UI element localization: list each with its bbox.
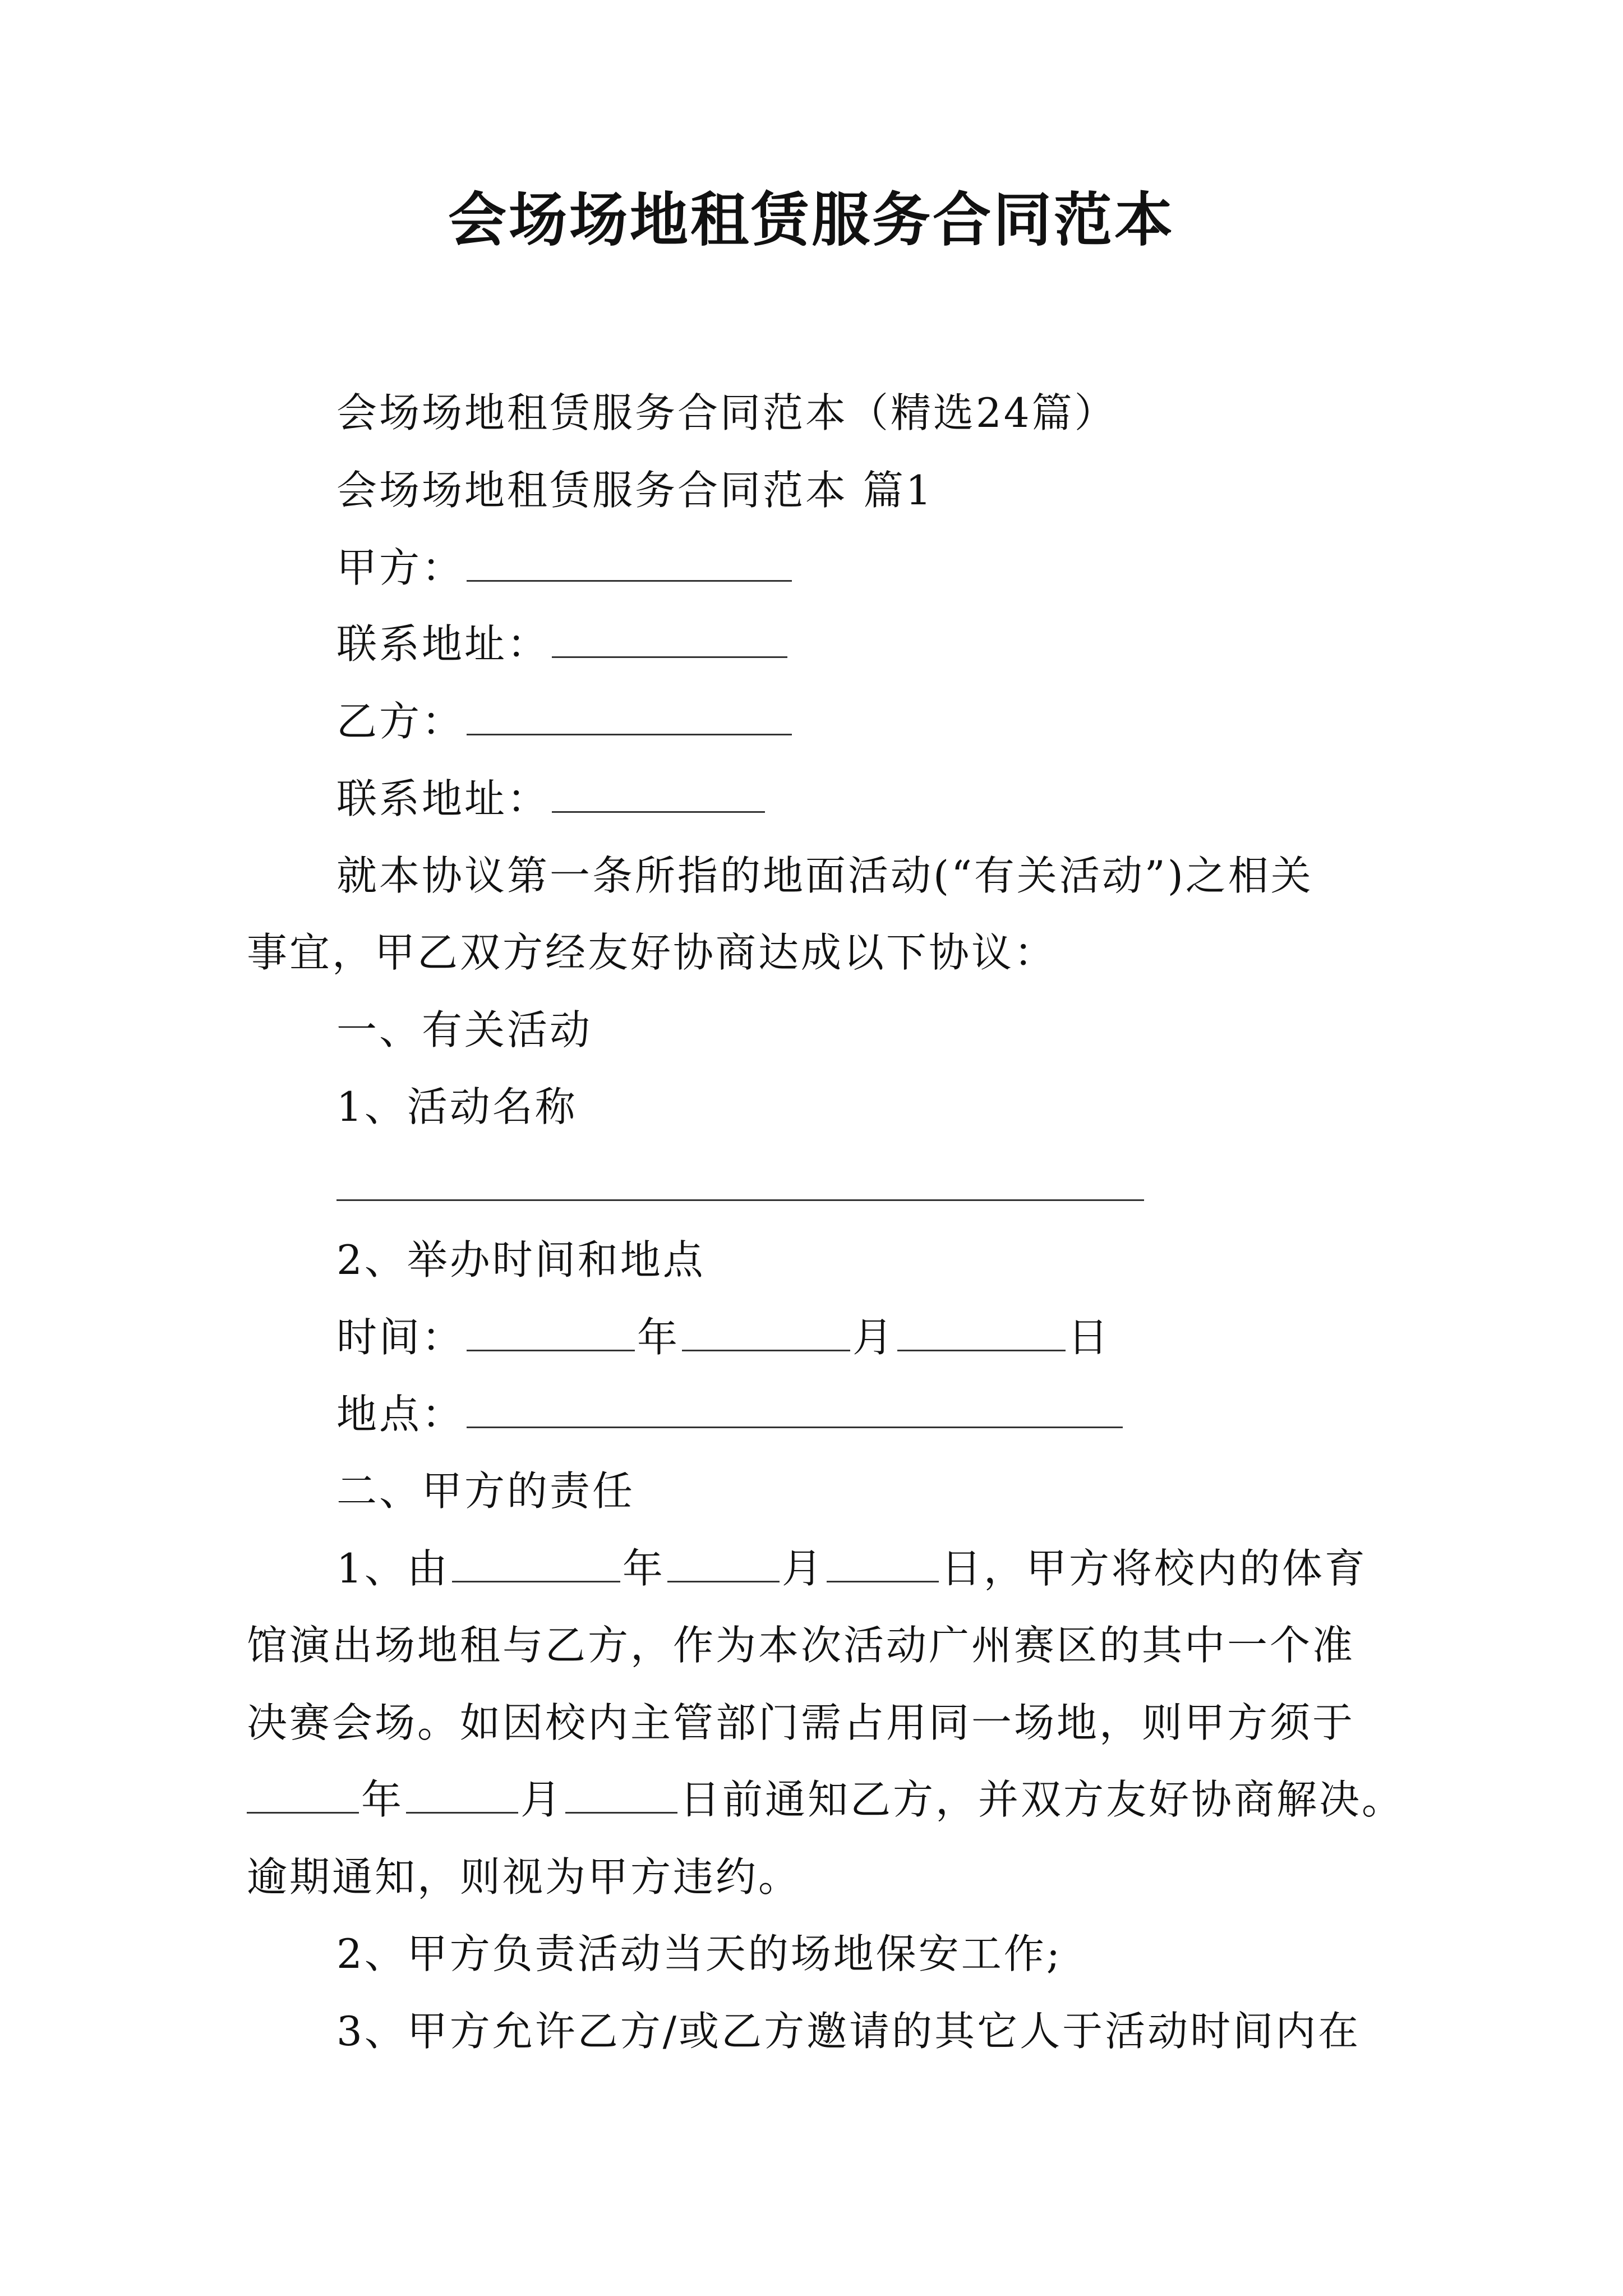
year-text: 年 — [361, 1776, 404, 1823]
time-label: 时间： — [336, 1314, 465, 1361]
party-b-address-line — [336, 775, 767, 822]
year-text: 年 — [622, 1545, 665, 1592]
party-a-blank — [467, 549, 792, 582]
section-2-heading: 二、甲方的责任 — [336, 1467, 635, 1515]
party-b-label: 乙方： — [336, 698, 465, 745]
item-time-place: 2、举办时间和地点 — [336, 1236, 706, 1283]
item-activity-name: 1、活动名称 — [336, 1083, 578, 1130]
time-line — [336, 1314, 1111, 1361]
party-b-address-blank — [552, 780, 765, 813]
clause-2-2: 2、甲方负责活动当天的场地保安工作; — [336, 1930, 1063, 1977]
party-b-address-label: 联系地址： — [336, 775, 550, 822]
intro-line-1: 就本协议第一条所指的地面活动(“有关活动”)之相关 — [336, 852, 1313, 899]
month-text: 月 — [520, 1776, 564, 1823]
party-b-line — [336, 698, 794, 745]
section-1-heading: 一、有关活动 — [336, 1006, 593, 1053]
place-label: 地点： — [336, 1391, 465, 1438]
chapter-heading: 会场场地租赁服务合同范本 篇1 — [336, 467, 934, 514]
clause-2-1-prefix: 1、由 — [336, 1545, 450, 1592]
clause-2-1-line-1 — [336, 1545, 1367, 1592]
clause-2-1-line-3: 决赛会场。如因校内主管部门需占用同一场地，则甲方须于 — [247, 1699, 1355, 1746]
year-text: 年 — [637, 1314, 680, 1361]
clause-2-1-line-4-suffix: 日前通知乙方，并双方友好协商解决。 — [680, 1776, 1405, 1823]
clause-2-1-suffix: 日，甲方将校内的体育 — [940, 1545, 1367, 1592]
month-text: 月 — [852, 1314, 896, 1361]
place-line — [336, 1391, 1125, 1438]
time-month-blank — [682, 1318, 850, 1351]
party-a-address-line — [336, 620, 790, 668]
clause-2-1-line-2: 馆演出场地租与乙方，作为本次活动广州赛区的其中一个准 — [247, 1622, 1355, 1669]
party-a-line — [336, 544, 794, 591]
clause-2-1-line-4 — [247, 1776, 1405, 1823]
subtitle: 会场场地租赁服务合同范本（精选24篇） — [336, 389, 1117, 436]
clause-2-1-notice-day-blank — [565, 1780, 677, 1814]
activity-name-blank — [336, 1199, 1144, 1201]
clause-2-1-notice-month-blank — [406, 1780, 518, 1814]
party-a-label: 甲方： — [336, 544, 465, 591]
clause-2-1-month-blank — [667, 1549, 780, 1582]
time-year-blank — [467, 1318, 635, 1351]
document-title: 会场场地租赁服务合同范本 — [448, 185, 1175, 254]
party-b-blank — [467, 702, 792, 735]
clause-2-1-notice-year-blank — [247, 1780, 359, 1814]
clause-2-1-day-blank — [827, 1549, 939, 1582]
clause-2-1-line-5: 逾期通知，则视为甲方违约。 — [247, 1853, 801, 1901]
month-text: 月 — [781, 1545, 824, 1592]
party-a-address-label: 联系地址： — [336, 620, 550, 668]
time-day-blank — [897, 1318, 1066, 1351]
party-a-address-blank — [552, 625, 787, 658]
clause-2-1-year-blank — [452, 1549, 620, 1582]
day-text: 日 — [1068, 1314, 1111, 1361]
clause-2-3: 3、甲方允许乙方/或乙方邀请的其它人于活动时间内在 — [336, 2008, 1361, 2055]
place-blank — [467, 1395, 1123, 1428]
intro-line-2: 事宜，甲乙双方经友好协商达成以下协议： — [247, 929, 1057, 976]
